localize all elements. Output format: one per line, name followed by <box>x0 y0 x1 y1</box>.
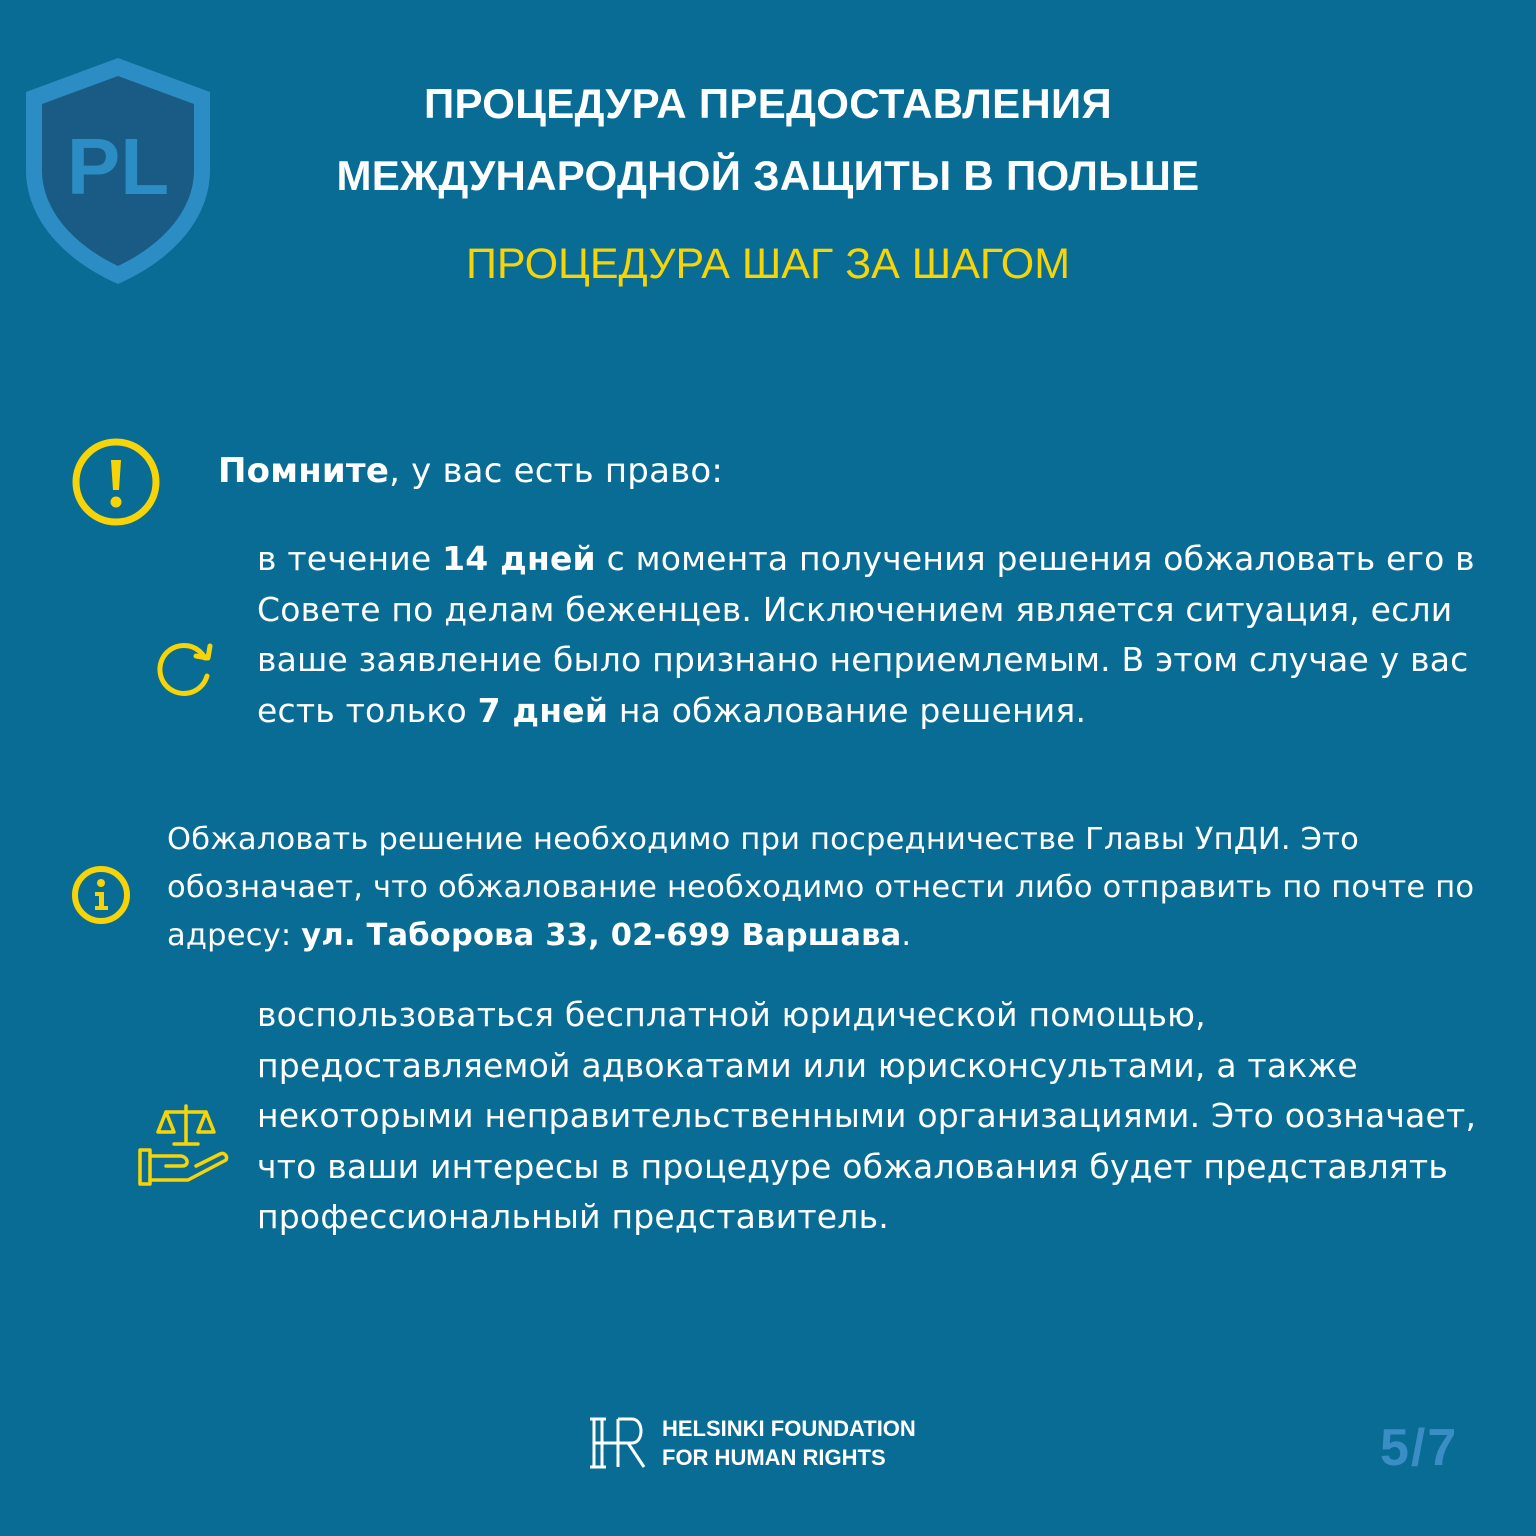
appeal-part-1: в течение <box>257 539 443 578</box>
page-subtitle: ПРОЦЕДУРА ШАГ ЗА ШАГОМ <box>465 240 1071 288</box>
remember-text <box>218 446 723 497</box>
appeal-days-14: 14 дней <box>442 539 596 578</box>
hfhr-logo <box>588 1413 916 1473</box>
scales-hand-icon <box>136 1100 232 1192</box>
hfhr-logo-icon <box>588 1413 650 1473</box>
appeal-part-2: с момента получения решения обжаловать его в Совете по делам беженцев. Исключением является ситуация, если ваше заявление было признано неприемлемым. В этом случае у вас есть только <box>257 539 1475 730</box>
info-part-2: . <box>901 918 912 953</box>
appeal-part-3: на обжалование решения. <box>608 690 1087 730</box>
org-name-line-2: FOR HUMAN RIGHTS <box>662 1445 886 1470</box>
page-number: 5/7 <box>1380 1419 1459 1477</box>
refresh-icon <box>152 636 216 700</box>
shield-pl-icon <box>18 52 218 292</box>
legal-aid-text: воспользоваться бесплатной юридической помощью, предоставляемой адвокатами или юрисконсультами, а также некоторыми неправительственными организациями. Это оозначает, что ваши интересы в процедуре обжалования будет представлять профессиональный представитель. <box>257 995 1477 1236</box>
exclamation-icon <box>70 436 162 528</box>
info-part-1: Обжаловать решение необходимо при посредничестве Главы УпДИ. Это обозначает, что обжалование необходимо отнести либо отправить по почте по адресу: <box>167 822 1475 953</box>
shield-badge-text: PL <box>66 122 170 211</box>
org-name-line-1: HELSINKI FOUNDATION <box>662 1416 916 1441</box>
page-title <box>240 68 1296 212</box>
org-name <box>662 1414 916 1472</box>
info-address: ул. Таборова 33, 02-699 Варшава <box>301 918 902 953</box>
remember-bold: Помните <box>218 451 390 491</box>
appeal-days-7: 7 дней <box>477 690 609 730</box>
info-text <box>167 816 1497 960</box>
remember-rest: , у вас есть право: <box>389 451 724 491</box>
title-line-2: МЕЖДУНАРОДНОЙ ЗАЩИТЫ В ПОЛЬШЕ <box>336 152 1200 199</box>
appeal-text <box>257 534 1497 736</box>
info-icon <box>70 864 132 926</box>
title-line-1: ПРОЦЕДУРА ПРЕДОСТАВЛЕНИЯ <box>424 80 1112 127</box>
